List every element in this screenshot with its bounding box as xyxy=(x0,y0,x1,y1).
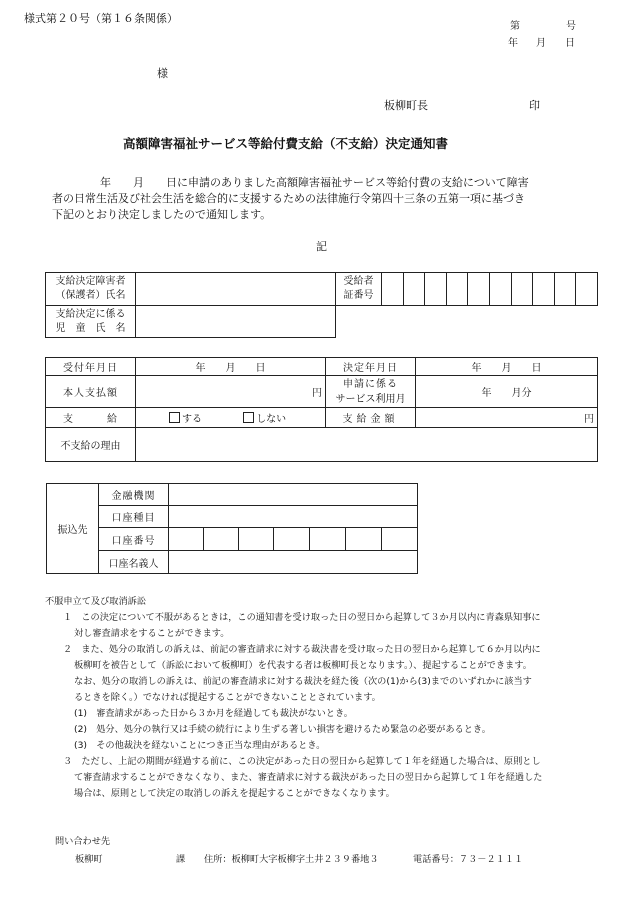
certificate-digit-2[interactable] xyxy=(403,273,425,306)
decision-date-field[interactable]: 年 月 日 xyxy=(416,358,598,376)
intro-line-2: 者の日常生活及び社会生活を総合的に支援するための法律施行令第四十三条の五第一項に基づき xyxy=(52,191,525,205)
certificate-digit-3[interactable] xyxy=(425,273,447,306)
contact-phone: 電話番号：７３－２１１１ xyxy=(413,854,524,865)
addressee-suffix: 様 xyxy=(157,67,168,80)
bank-label: 金融機関 xyxy=(99,484,169,506)
certificate-digit-8[interactable] xyxy=(533,273,555,306)
amount-label: 支給金額 xyxy=(326,408,416,428)
certificate-digit-10[interactable] xyxy=(576,273,598,306)
seal-mark: 印 xyxy=(529,99,540,112)
account-digit-5[interactable] xyxy=(310,528,346,551)
appeal-line-2: 対し審査請求をすることができます。 xyxy=(74,628,230,639)
form-number: 様式第２０号（第１６条関係） xyxy=(24,12,178,25)
certificate-number-label: 受給者 証番号 xyxy=(336,273,382,306)
person-name-field[interactable] xyxy=(136,273,336,306)
appeal-line-12: 場合は、原則として決定の取消しの訴えを提起することができなくなります。 xyxy=(74,788,395,799)
date-year: 年 xyxy=(508,38,518,49)
reason-field[interactable] xyxy=(136,428,598,462)
appeal-line-8: (2) 処分、処分の執行又は手続の続行により生ずる著しい損害を避けるため緊急の必要があるとき。 xyxy=(74,724,491,735)
contact-town: 板柳町 xyxy=(75,854,103,865)
account-digit-1[interactable] xyxy=(169,528,204,551)
certificate-digit-1[interactable] xyxy=(382,273,404,306)
certificate-digit-4[interactable] xyxy=(446,273,468,306)
certificate-digit-9[interactable] xyxy=(554,273,576,306)
appeal-line-4: 板柳町を被告として（訴訟において板柳町）を代表する者は板柳町長となります。）、提起することができます。 xyxy=(74,660,532,671)
certificate-digit-6[interactable] xyxy=(489,273,511,306)
doc-number-go: 号 xyxy=(566,21,576,32)
appeal-line-6: るときを除く。）でなければ提起することができないこととされています。 xyxy=(74,692,381,703)
document-title: 高額障害福祉サービス等給付費支給（不支給）決定通知書 xyxy=(123,136,449,151)
doc-number-dai: 第 xyxy=(510,21,520,32)
appeal-line-10: ３ ただし、上記の期間が経過する前に、この決定があった日の翌日から起算して１年を経過した場合は、原則とし xyxy=(63,756,541,767)
ki-heading: 記 xyxy=(316,240,327,253)
child-name-label: 支給決定に係る 児 童 氏 名 xyxy=(46,306,136,338)
appeal-line-3: ２ また、処分の取消しの訴えは、前記の審査請求に対する裁決書を受け取った日の翌日から起算して６か月以内に xyxy=(63,644,541,655)
decision-table xyxy=(45,357,598,462)
appeal-line-1: １ この決定について不服があるときは，この通知書を受け取った日の翌日から起算して３か月以内に青森県知事に xyxy=(63,612,541,623)
account-type-label: 口座種目 xyxy=(99,506,169,528)
person-name-label: 支給決定障害者 （保護者）氏名 xyxy=(46,273,136,306)
intro-line-1: 年 月 日に申請のありました高額障害福祉サービス等給付費の支給について障害 xyxy=(100,176,529,189)
bank-transfer-table xyxy=(46,483,418,574)
reason-label: 不支給の理由 xyxy=(46,428,136,462)
account-digit-2[interactable] xyxy=(204,528,239,551)
received-date-field[interactable]: 年 月 日 xyxy=(136,358,326,376)
recipient-table xyxy=(45,272,598,338)
decision-date-label: 決定年月日 xyxy=(326,358,416,376)
transfer-label: 振込先 xyxy=(47,484,99,574)
appeal-line-5: なお、処分の取消しの訴えは、前記の審査請求に対する裁決を経た後（次の(1)から(3)までのいずれかに該当す xyxy=(74,676,532,687)
amount-field[interactable] xyxy=(416,408,598,428)
option-yes[interactable]: する xyxy=(169,410,202,425)
account-digit-6[interactable] xyxy=(346,528,382,551)
bank-field[interactable] xyxy=(169,484,418,506)
yen-unit: 円 xyxy=(312,388,322,399)
option-no[interactable]: しない xyxy=(243,410,286,425)
checkbox-yes[interactable] xyxy=(169,412,180,423)
intro-line-3: 下記のとおり決定しましたので通知します。 xyxy=(52,207,272,221)
payment-label: 支 給 xyxy=(46,408,136,428)
date-day: 日 xyxy=(565,38,575,49)
certificate-digit-7[interactable] xyxy=(511,273,533,306)
account-number-label: 口座番号 xyxy=(99,528,169,551)
contact-address: 住所：板柳町大字板柳字土井２３９番地３ xyxy=(204,854,379,865)
account-digit-4[interactable] xyxy=(274,528,310,551)
payment-options xyxy=(136,408,326,428)
issuer: 板柳町長 xyxy=(384,99,428,112)
account-holder-label: 口座名義人 xyxy=(99,551,169,574)
date-month: 月 xyxy=(536,38,546,49)
account-digit-7[interactable] xyxy=(382,528,418,551)
copay-label: 本人支払額 xyxy=(46,376,136,408)
appeal-line-11: て審査請求することができなくなり、また、審査請求に対する裁決があった日の翌日から起算して１年を経過した xyxy=(74,772,543,783)
checkbox-no[interactable] xyxy=(243,412,254,423)
account-digit-3[interactable] xyxy=(239,528,274,551)
intro-paragraph xyxy=(52,175,582,222)
service-month-field[interactable]: 年 月分 xyxy=(416,376,598,408)
account-type-field[interactable] xyxy=(169,506,418,528)
account-holder-field[interactable] xyxy=(169,551,418,574)
contact-ka: 課 xyxy=(176,854,186,865)
certificate-digit-5[interactable] xyxy=(468,273,490,306)
yen-unit-2: 円 xyxy=(584,414,594,425)
contact-heading: 問い合わせ先 xyxy=(55,836,111,847)
appeal-heading: 不服申立て及び取消訴訟 xyxy=(45,596,147,607)
received-date-label: 受付年月日 xyxy=(46,358,136,376)
child-name-field[interactable] xyxy=(136,306,336,338)
appeal-line-9: (3) その他裁決を経ないことにつき正当な理由があるとき。 xyxy=(74,740,326,751)
appeal-line-7: (1) 審査請求があった日から３か月を経過しても裁決がないとき。 xyxy=(74,708,353,719)
copay-field[interactable] xyxy=(136,376,326,408)
service-month-label: 申請に係る サービス利用月 xyxy=(326,376,416,408)
